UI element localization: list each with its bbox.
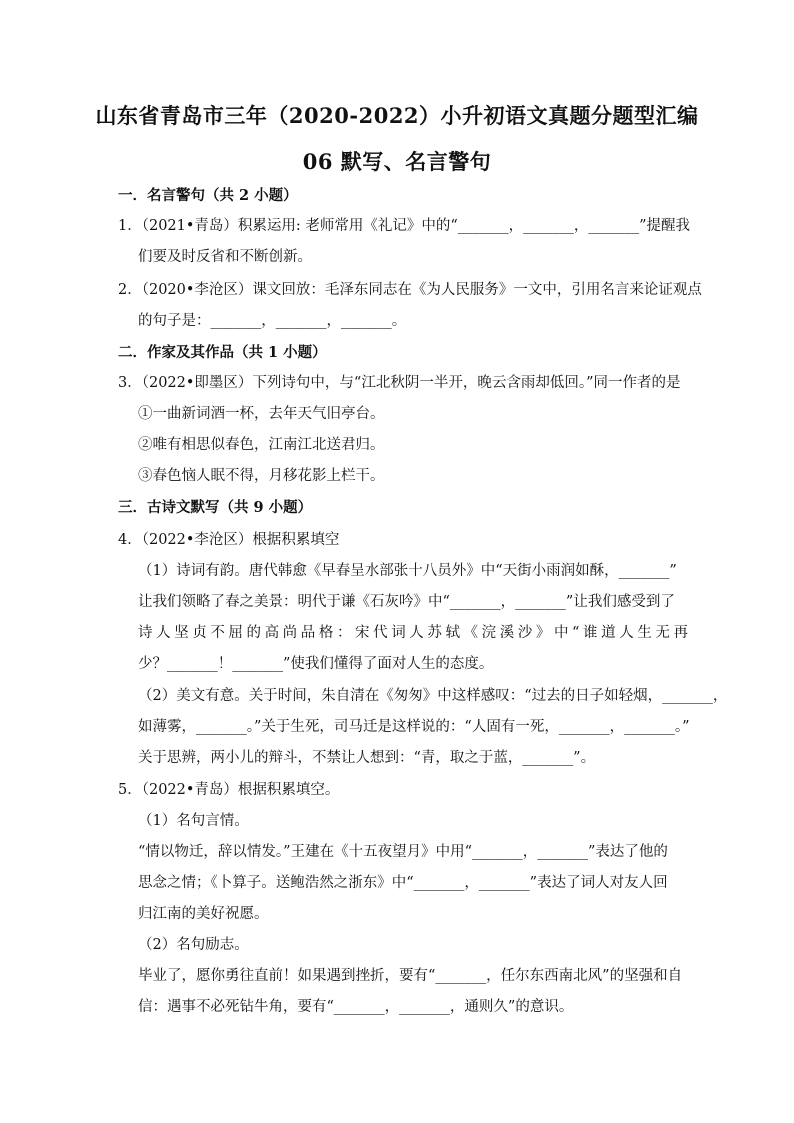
question-4-line-1: 4．（2022•李沧区）根据积累填空 xyxy=(118,532,340,548)
question-4-line-5: 少？_______！_______”使我们懂得了面对人生的态度。 xyxy=(138,656,494,672)
question-3-option-3: ③春色恼人眠不得，月移花影上栏干。 xyxy=(138,468,385,484)
section-heading-3: 三．古诗文默写（共 9 小题） xyxy=(118,499,313,516)
question-5-line-3: “情以物迁，辞以情发。”王建在《十五夜望月》中用“_______，_______”表达了他的 xyxy=(138,844,668,860)
question-4-line-3: 让我们领略了春之美景：明代于谦《石灰吟》中“_______，_______”让我们感受到了 xyxy=(138,594,675,610)
question-5-line-7: 毕业了，愿你勇往直前！如果遇到挫折，要有“_______，任尔东西南北风”的坚强和自 xyxy=(138,968,683,984)
question-3-option-2: ②唯有相思似春色，江南江北送君归。 xyxy=(138,437,385,453)
question-1-line-1: 1．（2021•青岛）积累运用: 老师常用《礼记》中的“_______，_______，_______”提醒我 xyxy=(118,218,690,234)
question-5-line-4: 思念之情；《卜算子。送鲍浩然之浙东》中“_______，_______”表达了词人对友人回 xyxy=(138,875,668,891)
question-5-line-8: 信：遇事不必死钻牛角，要有“_______，_______，通则久”的意识。 xyxy=(138,999,574,1015)
question-5-line-1: 5．（2022•青岛）根据积累填空。 xyxy=(118,782,340,798)
section-heading-2: 二．作家及其作品（共 1 小题） xyxy=(118,344,327,361)
question-3-option-1: ①一曲新词酒一杯，去年天气旧亭台。 xyxy=(138,406,385,422)
question-5-line-6: （2）名句励志。 xyxy=(138,937,249,953)
section-heading-1: 一．名言警句（共 2 小题） xyxy=(118,187,298,204)
question-5-line-2: （1）名句言情。 xyxy=(138,813,249,829)
document-title: 山东省青岛市三年（2020-2022）小升初语文真题分题型汇编 xyxy=(95,103,699,128)
question-4-line-8: 关于思辨，两小儿的辩斗，不禁让人想到：“青，取之于蓝，_______”。 xyxy=(138,750,596,766)
question-4-line-7: 如薄雾，_______。”关于生死，司马迁是这样说的：“人固有一死，_______，_______。” xyxy=(138,719,690,735)
question-2-line-1: 2．（2020•李沧区）课文回放：毛泽东同志在《为人民服务》一文中，引用名言来论证观点 xyxy=(118,282,702,298)
question-1-line-2: 们要及时反省和不断创新。 xyxy=(138,249,312,265)
question-4-line-4: 诗人坚贞不屈的高尚品格：宋代词人苏轼《浣溪沙》中“谁道人生无再 xyxy=(138,625,688,641)
question-4-line-2: （1）诗词有韵。唐代韩愈《早春呈水部张十八员外》中“天街小雨润如酥，_______” xyxy=(138,563,677,579)
question-2-line-2: 的句子是：_______，_______，_______。 xyxy=(138,313,407,329)
question-5-line-5: 归江南的美好祝愿。 xyxy=(138,906,269,922)
question-4-line-6: （2）美文有意。关于时间，朱自清在《匆匆》中这样感叹：“过去的日子如轻烟，_______， xyxy=(138,688,728,704)
document-subtitle: 06 默写、名言警句 xyxy=(302,149,492,174)
question-3-line-1: 3．（2022•即墨区）下列诗句中，与“江北秋阴一半开，晚云含雨却低回。”同一作者的是 xyxy=(118,375,681,391)
